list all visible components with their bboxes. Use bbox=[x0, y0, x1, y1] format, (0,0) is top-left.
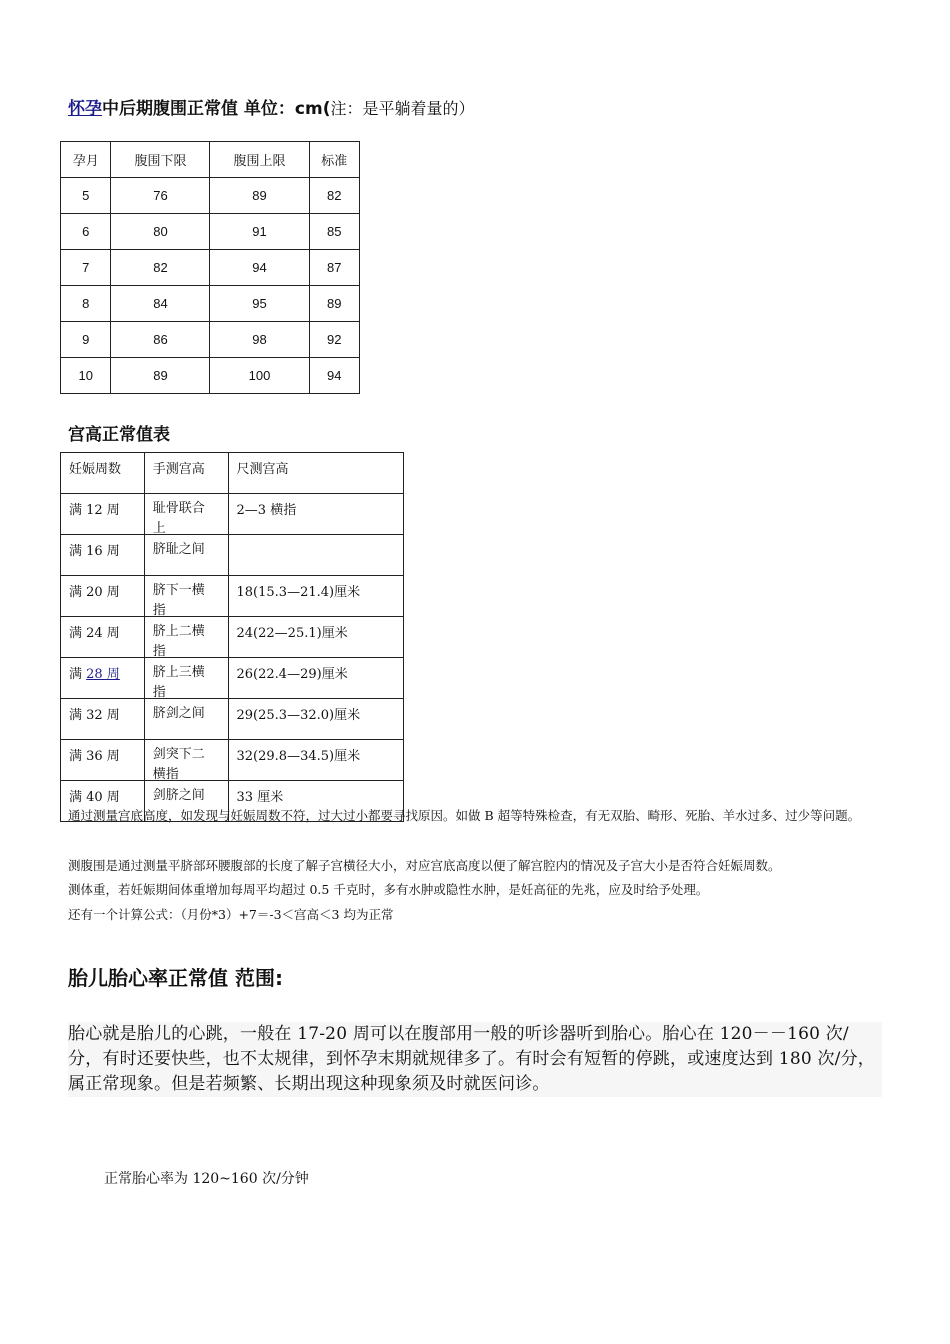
table-cell: 91 bbox=[210, 214, 309, 250]
table-cell: 5 bbox=[61, 178, 111, 214]
ruler-cell: 29(25.3—32.0)厘米 bbox=[228, 699, 403, 740]
hand-cell bbox=[144, 617, 228, 658]
table-row bbox=[61, 250, 360, 286]
table-row bbox=[61, 178, 360, 214]
week-text: 满 12 周 bbox=[69, 503, 120, 518]
table-header-row bbox=[61, 453, 404, 494]
ruler-cell: 26(22.4—29)厘米 bbox=[228, 658, 403, 699]
table-row bbox=[61, 214, 360, 250]
week-text: 满 40 周 bbox=[69, 790, 120, 805]
fundal-height-table bbox=[60, 452, 404, 822]
table-row bbox=[61, 322, 360, 358]
fundal-height-title: 宫高正常值表 bbox=[68, 425, 170, 445]
header-cell: 妊娠周数 bbox=[61, 453, 145, 494]
week-cell bbox=[61, 535, 145, 576]
week-cell bbox=[61, 494, 145, 535]
header-cell: 手测宫高 bbox=[144, 453, 228, 494]
table-cell: 7 bbox=[61, 250, 111, 286]
week-text: 满 24 周 bbox=[69, 626, 120, 641]
hand-text: 脐耻之间 bbox=[152, 542, 205, 557]
table-cell: 100 bbox=[210, 358, 309, 394]
table-row bbox=[61, 658, 404, 699]
table-cell: 82 bbox=[309, 178, 359, 214]
ruler-cell: 32(29.8—34.5)厘米 bbox=[228, 740, 403, 781]
header-cell: 孕月 bbox=[61, 142, 111, 178]
table-cell: 89 bbox=[309, 286, 359, 322]
table-cell: 10 bbox=[61, 358, 111, 394]
table-row bbox=[61, 699, 404, 740]
table-header-row bbox=[61, 142, 360, 178]
hand-cell bbox=[144, 535, 228, 576]
hand-text: 脐上三横指 bbox=[152, 665, 205, 700]
hand-text: 剑脐之间 bbox=[152, 788, 205, 803]
hand-cell bbox=[144, 494, 228, 535]
header-cell: 尺测宫高 bbox=[228, 453, 403, 494]
hand-cell bbox=[144, 658, 228, 699]
table-cell: 76 bbox=[111, 178, 210, 214]
week-cell bbox=[61, 576, 145, 617]
table-row bbox=[61, 535, 404, 576]
week-text: 满 16 周 bbox=[69, 544, 120, 559]
week-text: 满 36 周 bbox=[69, 749, 120, 764]
week-text: 满 32 周 bbox=[69, 708, 120, 723]
week-cell bbox=[61, 617, 145, 658]
table-cell: 8 bbox=[61, 286, 111, 322]
table-cell: 89 bbox=[210, 178, 309, 214]
table-cell: 94 bbox=[309, 358, 359, 394]
paragraph-formula: 还有一个计算公式：（月份*3）+7＝-3＜宫高＜3 均为正常 bbox=[68, 907, 394, 922]
table-cell: 9 bbox=[61, 322, 111, 358]
table-row bbox=[61, 494, 404, 535]
ruler-cell: 24(22—25.1)厘米 bbox=[228, 617, 403, 658]
table-row bbox=[61, 286, 360, 322]
ruler-cell: 2—3 横指 bbox=[228, 494, 403, 535]
table-row bbox=[61, 740, 404, 781]
abdominal-circumference-title bbox=[68, 94, 475, 119]
title-main-text: 中后期腹围正常值 单位：cm( bbox=[102, 99, 331, 119]
header-cell: 腹围上限 bbox=[210, 142, 309, 178]
paragraph-weight: 测体重，若妊娠期间体重增加每周平均超过 0.5 千克时，多有水肿或隐性水肿，是妊高征的先兆，应及时给予处理。 bbox=[68, 882, 709, 897]
paragraph-measurement: 通过测量宫底高度，如发现与妊娠周数不符，过大过小都要寻找原因。如做 B 超等特殊检查，有无双胎、畸形、死胎、羊水过多、过少等问题。 bbox=[68, 808, 861, 823]
table-row bbox=[61, 576, 404, 617]
hand-cell bbox=[144, 699, 228, 740]
normal-heart-rate-line: 正常胎心率为 120~160 次/分钟 bbox=[104, 1171, 309, 1187]
table-cell: 86 bbox=[111, 322, 210, 358]
hand-text: 耻骨联合上 bbox=[152, 501, 205, 536]
hand-text: 剑突下二横指 bbox=[152, 747, 205, 782]
table-cell: 84 bbox=[111, 286, 210, 322]
paragraph-abdomen: 测腹围是通过测量平脐部环腰腹部的长度了解子宫横径大小，对应宫底高度以便了解宫腔内的情况及子宫大小是否符合妊娠周数。 bbox=[68, 858, 781, 873]
fetal-heart-rate-heading: 胎儿胎心率正常值 范围: bbox=[68, 966, 283, 990]
table-cell: 89 bbox=[111, 358, 210, 394]
ruler-cell bbox=[228, 535, 403, 576]
hand-text: 脐下一横指 bbox=[152, 583, 205, 618]
pregnancy-link[interactable]: 怀孕 bbox=[68, 99, 102, 119]
table-cell: 92 bbox=[309, 322, 359, 358]
table-row bbox=[61, 358, 360, 394]
week-cell bbox=[61, 699, 145, 740]
week-28-link[interactable]: 28 周 bbox=[86, 667, 120, 682]
abdominal-circumference-table bbox=[60, 141, 360, 394]
table-cell: 98 bbox=[210, 322, 309, 358]
week-text: 满 20 周 bbox=[69, 585, 120, 600]
hand-text: 脐上二横指 bbox=[152, 624, 205, 659]
table-cell: 94 bbox=[210, 250, 309, 286]
hand-cell bbox=[144, 576, 228, 617]
hand-cell bbox=[144, 740, 228, 781]
week-cell bbox=[61, 740, 145, 781]
ruler-cell: 33 厘米 bbox=[228, 781, 403, 822]
table-cell: 95 bbox=[210, 286, 309, 322]
table-cell: 6 bbox=[61, 214, 111, 250]
table-cell: 80 bbox=[111, 214, 210, 250]
table-row bbox=[61, 617, 404, 658]
week-text: 满 bbox=[69, 667, 87, 682]
title-note: 注：是平躺着量的） bbox=[330, 99, 475, 118]
fetal-heart-rate-paragraph: 胎心就是胎儿的心跳，一般在 17-20 周可以在腹部用一般的听诊器听到胎心。胎心在 120－－160 次/分，有时还要快些，也不太规律，到怀孕末期就规律多了。有时会有短暂的停跳，或速度达到 180 次/分，属正常现象。但是若频繁、长期出现这种现象须及时就医问诊。 bbox=[68, 1022, 882, 1097]
ruler-cell: 18(15.3—21.4)厘米 bbox=[228, 576, 403, 617]
week-cell bbox=[61, 658, 145, 699]
table-cell: 87 bbox=[309, 250, 359, 286]
hand-text: 脐剑之间 bbox=[152, 706, 205, 721]
table-cell: 85 bbox=[309, 214, 359, 250]
header-cell: 标准 bbox=[309, 142, 359, 178]
header-cell: 腹围下限 bbox=[111, 142, 210, 178]
table-cell: 82 bbox=[111, 250, 210, 286]
